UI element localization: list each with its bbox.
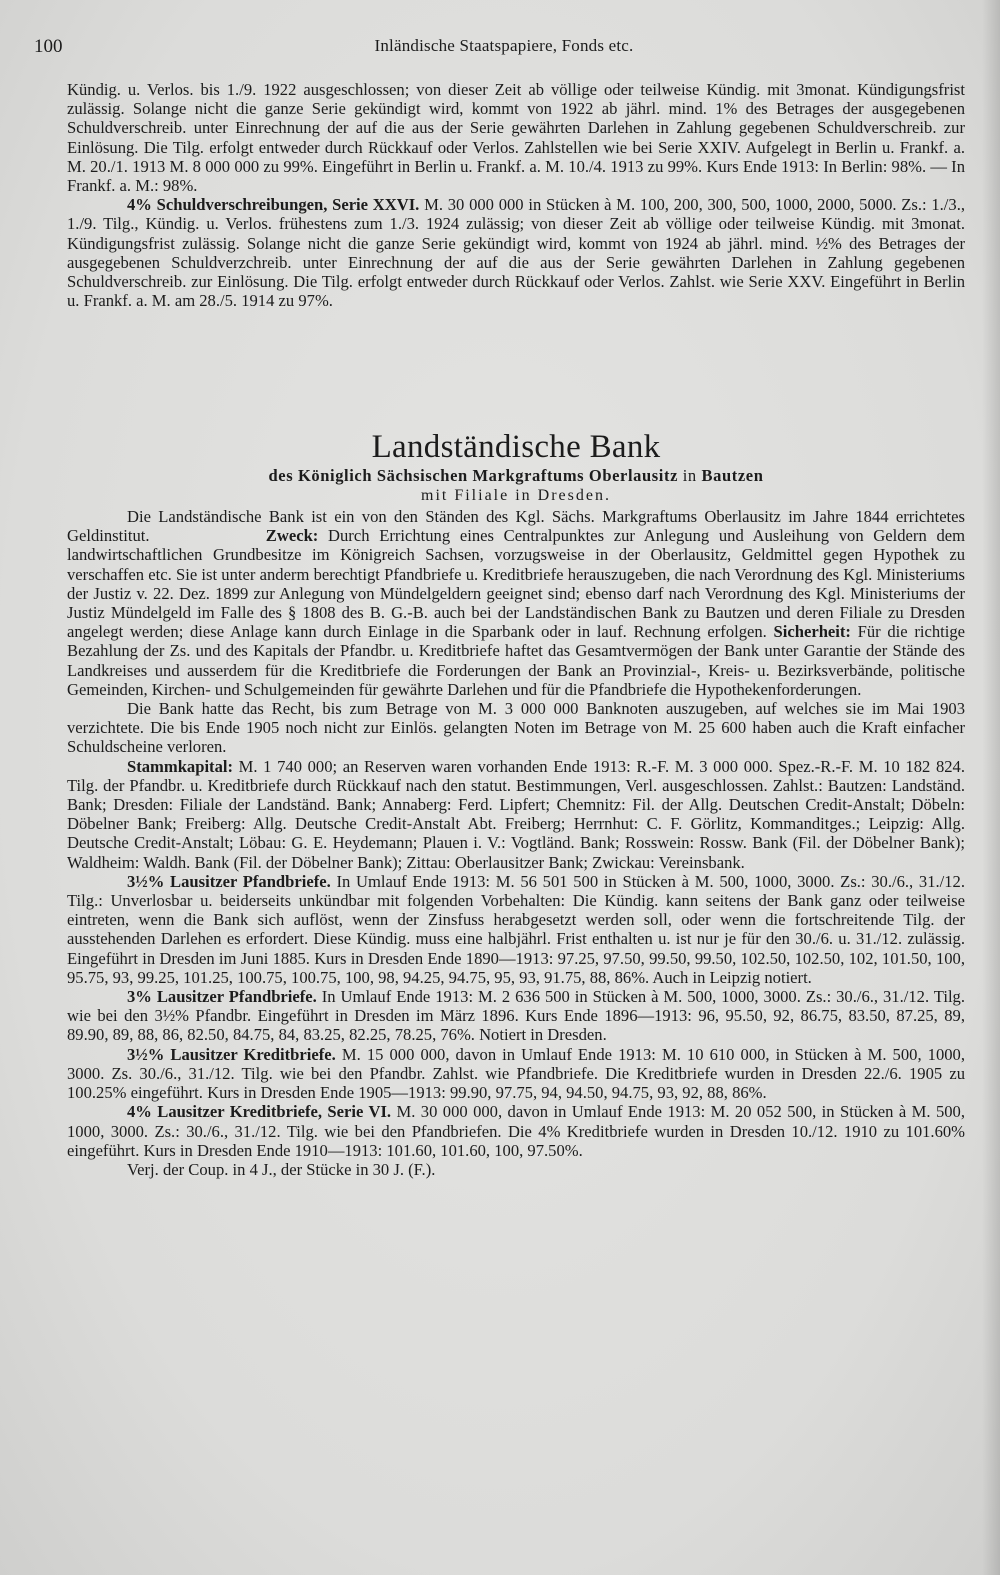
stammkapital-label: Stammkapital: — [127, 756, 234, 776]
security-text: M. 30 000 000, davon in Umlauf Ende 1913: M. 20 052 500, in Stücken à M. 500, 1000, 3000. Zs.: 30./6., 31./12. Tilg. wie bei den Pfandbriefen. Die 4% Kreditbriefe wurden in Dresden 10./12. 1910 zu 101.60% eingeführt. Kurs in Dresden Ende 1910—1913: 101.60, 101.60, 100, 97.50%. — [67, 1102, 965, 1160]
security-text: In Umlauf Ende 1913: M. 56 501 500 in Stücken à M. 500, 1000, 3000. Zs.: 30./6., 31./12. Tilg.: Unverlosbar u. beiderseits unkündbar mit folgenden Vorbehalten: Die Kündig. kann seitens der Bank ganz oder teilweise eintreten, wenn die Bank sich auflöst, wenn der Zinsfuss herabgesetzt werden soll, oder wenn die fortschreitende Tilg. der ausstehenden Darlehen es erfordert. Diese Kündig. muss eine halbjährl. Frist enthalten u. ist nur je für den 30./6. u. 31./12. zulässig. Eingeführt in Dresden im Juni 1885. Kurs in Dresden Ende 1890—1913: 97.25, 97.50, 99.50, 99.50, 102.50, 102.50, 102, 101.50, 100, 95.75, 93, 99.25, 101.25, 100.75, 100.75, 100, 98, 94.25, 94.75, 95, 93, 91.75, 88, 86%. Auch in Leipzig notiert. — [67, 871, 965, 987]
banknoten-paragraph: Die Bank hatte das Recht, bis zum Betrage von M. 3 000 000 Banknoten auszugeben, auf welches sie im Mai 1903 verzichtete. Die bis Ende 1905 noch nicht zur Einlös. gelangten Noten im Betrage von M. 25 600 haben auch die Kraft einfacher Schuldscheine verloren. — [67, 699, 965, 757]
security-title: 3½% Lausitzer Pfandbriefe. — [127, 871, 331, 891]
page-number: 100 — [34, 36, 63, 57]
footer-note: Verj. der Coup. in 4 J., der Stücke in 30 J. (F.). — [127, 1159, 436, 1179]
stammkapital-text: M. 1 740 000; an Reserven waren vorhanden Ende 1913: R.-F. M. 3 000 000. Spez.-R.-F. M. 10 182 824. Tilg. der Pfandbr. u. Kreditbriefe durch Rückkauf nach den statut. Bestimmungen, Verl. ausgeschlossen. Zahlst.: Bautzen: Landständ. Bank; Dresden: Filiale der Landständ. Bank; Annaberg: Ferd. Lipfert; Chemnitz: Fil. der Allg. Deutschen Credit-Anstalt; Döbeln: Döbelner Bank; Freiberg: Allg. Deutsche Credit-Anstalt Abt. Freiberg; Herrnhut: C. F. Görlitz, Kommanditges.; Leipzig: Allg. Deutsche Credit-Anstalt; Löbau: G. E. Heydemann; Plauen i. V.: Vogtländ. Bank; Rosswein: Rossw. Bank (Fil. der Döbelner Bank); Waldheim: Waldh. Bank (Fil. der Döbelner Bank); Zittau: Oberlausitzer Bank; Zwickau: Vereinsbank. — [67, 756, 965, 872]
intro-text: Die Landständische Bank ist ein von den Ständen des Kgl. Sächs. Markgraftums Oberlausitz im Jahre 1844 errichtetes Geldinstitut. — [67, 507, 965, 546]
security-entry — [67, 1045, 965, 1103]
serie-xxvi-title: 4% Schuldverschreibungen, Serie XXVI. — [127, 195, 420, 215]
sicherheit-text: Für die richtige Bezahlung der Zs. und des Kapitals der Pfandbr. u. Kreditbriefe haftet das Gesamtvermögen der Bank unter Garantie der Stände des Landkreises und ausserdem für die Kreditbriefe die Forderungen der Bank an Provinzial-, Kreis- u. Bezirksverbände, politische Gemeinden, Kirchen- und Schulgemeinden für gewährte Darlehen und für die Pfandbriefe die Hypothekenforderungen. — [67, 622, 965, 699]
serie-xxvi-paragraph — [67, 195, 965, 310]
stammkapital-paragraph — [67, 757, 965, 872]
section-filiale: mit Filiale in Dresden. — [421, 487, 611, 504]
security-entry — [67, 987, 965, 1045]
running-title: Inländische Staatspapiere, Fonds etc. — [374, 36, 634, 55]
continuation-paragraph: Kündig. u. Verlos. bis 1./9. 1922 ausgeschlossen; von dieser Zeit ab völlige oder teilweise Kündig. mit 3monat. Kündigungsfrist zulässig. Solange nicht die ganze Serie gekündigt wird, kommt von 1922 ab jährl. mind. 1% des Betrages der ausgegebenen Schuldverschreib. unter Einrechnung der auf die aus der Serie gewährten Darlehen in Zahlung gegebenen Schuldverschreib. zur Einlösung. Die Tilg. erfolgt entweder durch Rückkauf oder Verlos. Zahlstellen wie bei Serie XXIV. Aufgelegt in Berlin u. Frankf. a. M. 20./1. 1913 M. 8 000 000 zu 99%. Eingeführt in Berlin u. Frankf. a. M. 10./4. 1913 zu 99%. Kurs Ende 1913: In Berlin: 98%. — In Frankf. a. M.: 98%. — [67, 80, 965, 196]
zweck-label: Zweck: — [265, 526, 319, 546]
running-head — [34, 36, 974, 60]
security-entry — [67, 1102, 965, 1160]
zweck-text: Durch Errichtung eines Centralpunktes zur Anlegung und Ausleihung von Geldern dem landwirtschaftlichen Grundbesitze im Königreich Sachsen, vorzugsweise in der Oberlausitz, Geldmittel gegen Hypothek zu verschaffen etc. Sie ist unter anderm berechtigt Pfandbriefe u. Kreditbriefe herauszugeben, die nach Verordnung des Kgl. Ministeriums der Justiz v. 22. Dez. 1899 zur Anlegung von Mündelgeldern geeignet sind; ebenso darf nach Verordnung des Kgl. Ministeriums der Justiz Mündelgeld im Falle des § 1808 des B. G.-B. auch bei der Landständischen Bank zu Bautzen und deren Filiale zu Dresden angelegt werden; diese Anlage kann durch Einlage in die Sparbank oder in lauf. Rechnung erfolgen. — [67, 526, 966, 642]
sicherheit-label: Sicherheit: — [773, 622, 851, 642]
subtitle-location: Bautzen — [701, 466, 764, 485]
section-title: Landständische Bank — [371, 429, 661, 465]
security-title: 3% Lausitzer Pfandbriefe. — [127, 987, 317, 1007]
security-title: 4% Lausitzer Kreditbriefe, Serie VI. — [127, 1102, 392, 1122]
security-entry — [67, 872, 965, 987]
bank-section — [67, 428, 965, 1179]
previous-entry-continuation — [67, 80, 965, 310]
security-title: 3½% Lausitzer Kreditbriefe. — [127, 1044, 336, 1064]
subtitle-connector: in — [682, 466, 697, 485]
security-text: In Umlauf Ende 1913: M. 2 636 500 in Stücken à M. 500, 1000, 3000. Zs.: 30./6., 31./12. Tilg. wie bei den 3½% Pfandbr. Eingeführt in Dresden im März 1896. Kurs Ende 1896—1913: 96, 95.50, 92, 86.75, 83.50, 87.25, 89, 89.90, 89, 88, 86, 82.50, 84.75, 84, 83.25, 82.25, 78.25, 76%. Notiert in Dresden. — [67, 987, 966, 1045]
subtitle-bank-owner: des Königlich Sächsischen Markgraftums Oberlausitz — [268, 466, 679, 485]
section-subtitle — [67, 466, 965, 486]
serie-xxvi-text: M. 30 000 000 in Stücken à M. 100, 200, 300, 500, 1000, 2000, 5000. Zs.: 1./3., 1./9. Tilg., Kündig. u. Verlos. frühestens zum 1./3. 1924 zulässig; von dieser Zeit ab völlige oder teilweise Kündig. mit 3monat. Kündigungsfrist zulässig. Solange nicht die ganze Serie gekündigt wird, kommt von 1924 ab jährl. mind. ½% des Betrages der ausgegebenen Schuldverzchreib. unter Einrechnung der auf die aus der Serie gewährten Darlehen in Zahlung gegebenen Schuldverschreib. zur Einlösung. Die Tilg. erfolgt entweder durch Rückkauf oder Verlos. Zahlst. wie Serie XXV. Eingeführt in Berlin u. Frankf. a. M. am 28./5. 1914 zu 97%. — [67, 195, 965, 311]
intro-paragraph — [67, 507, 965, 699]
security-text: M. 15 000 000, davon in Umlauf Ende 1913: M. 10 610 000, in Stücken à M. 500, 1000, 3000. Zs. 30./6., 31./12. Tilg. wie bei den Pfandbr. Zahlst. wie Pfandbriefe. Die Kreditbriefe wurden in Dresden 22./6. 1905 zu 100.25% eingeführt. Kurs in Dresden Ende 1905—1913: 99.90, 97.75, 94, 94.50, 94.75, 93, 92, 88, 86%. — [67, 1044, 966, 1103]
